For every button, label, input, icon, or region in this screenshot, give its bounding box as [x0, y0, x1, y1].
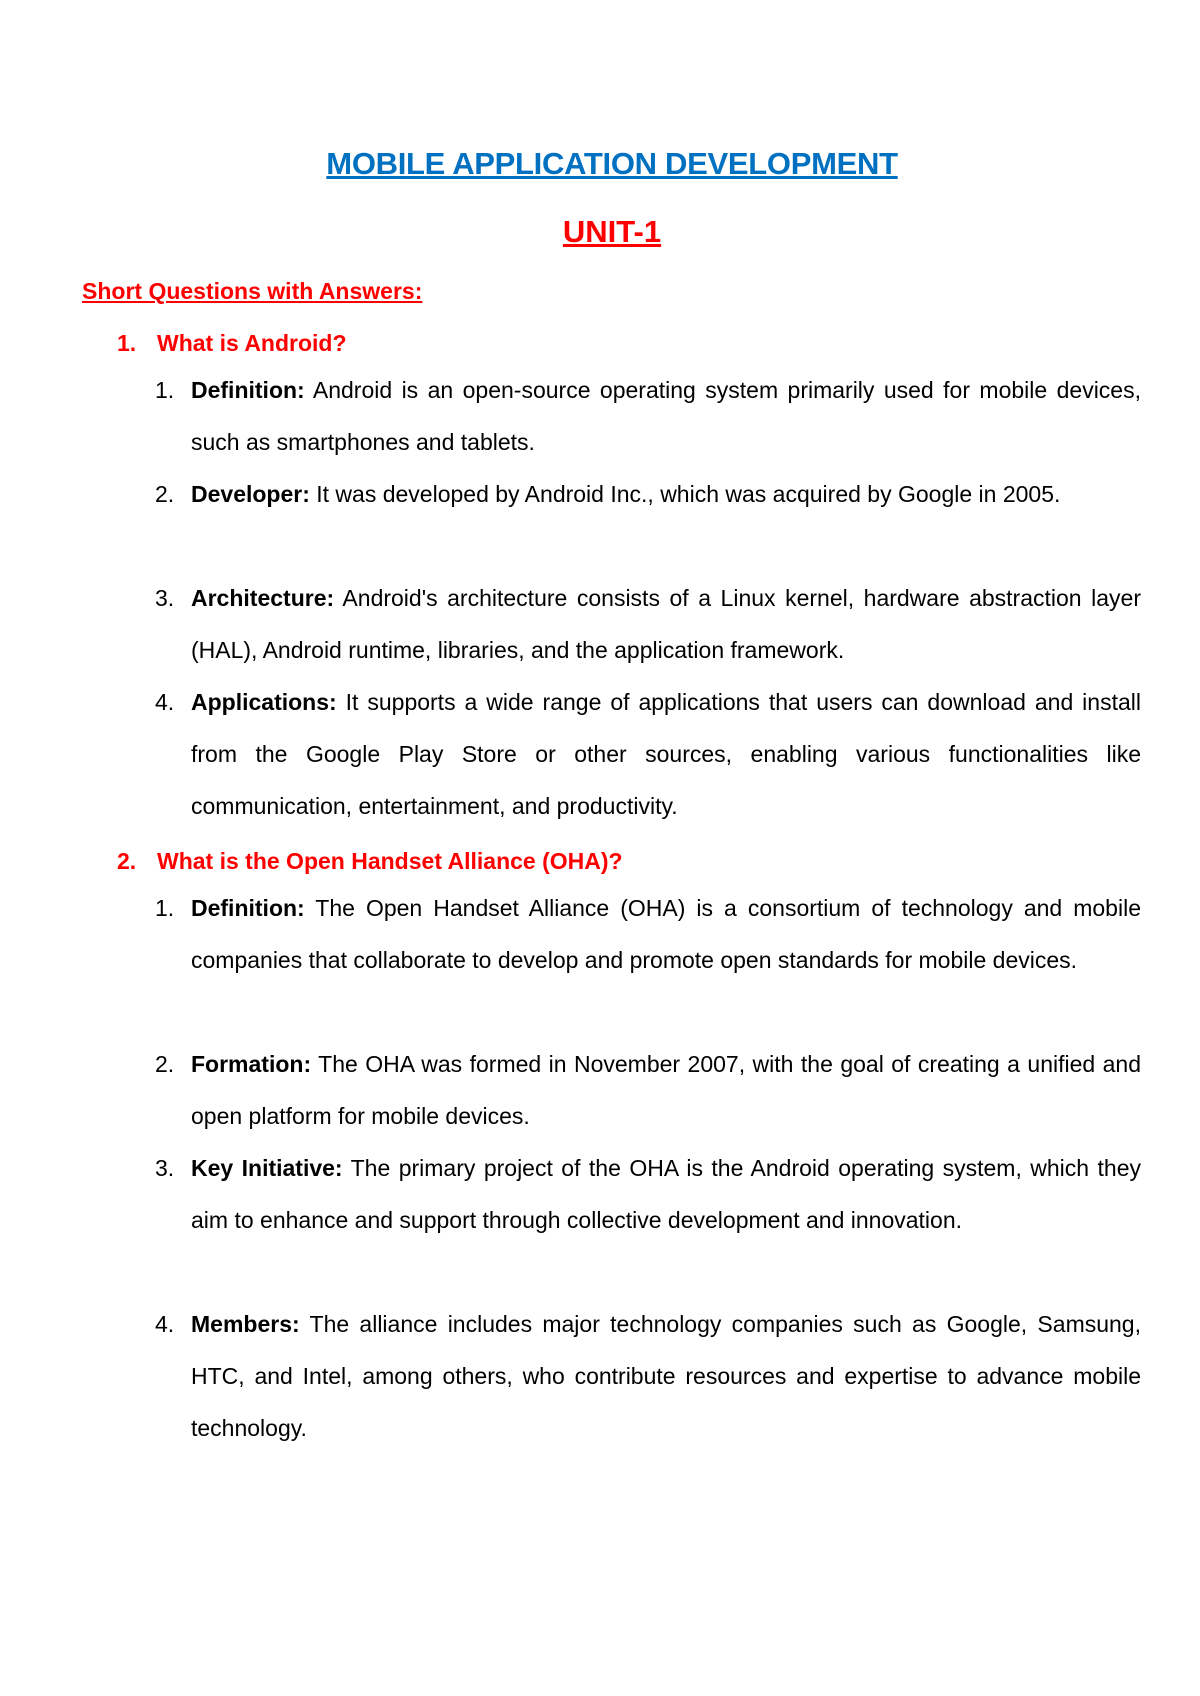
answer-text: Android's architecture consists of a Linux kernel, hardware abstraction layer (HAL), Android runtime, libraries, and the application framework. — [191, 585, 1141, 663]
answer-item — [155, 1142, 1141, 1246]
answer-label: Developer: — [191, 481, 310, 507]
question-text: What is the Open Handset Alliance (OHA)? — [157, 848, 623, 874]
unit-title: UNIT-1 — [562, 214, 662, 249]
answer-item — [155, 364, 1141, 468]
answer-label: Applications: — [191, 689, 337, 715]
answer-number: 1. — [155, 377, 175, 403]
answer-text: The OHA was formed in November 2007, with the goal of creating a unified and open platform for mobile devices. — [191, 1051, 1141, 1129]
question-number: 1. — [117, 330, 137, 356]
answer-number: 3. — [155, 1155, 175, 1181]
answer-label: Architecture: — [191, 585, 335, 611]
answer-text: The alliance includes major technology companies such as Google, Samsung, HTC, and Intel, among others, who contribute resources and expertise to advance mobile technology. — [191, 1311, 1141, 1441]
section-heading: Short Questions with Answers: — [82, 278, 423, 304]
answer-number: 4. — [155, 1311, 175, 1337]
answer-item — [155, 1298, 1141, 1454]
answer-number: 2. — [155, 1051, 175, 1077]
question-2 — [117, 848, 623, 875]
answer-item — [155, 468, 1141, 520]
answer-number: 2. — [155, 481, 175, 507]
answer-text: Android is an open-source operating system primarily used for mobile devices, such as smartphones and tablets. — [191, 377, 1141, 455]
answer-number: 1. — [155, 895, 175, 921]
answer-item — [155, 572, 1141, 676]
answer-text: The Open Handset Alliance (OHA) is a consortium of technology and mobile companies that collaborate to develop and promote open standards for mobile devices. — [191, 895, 1141, 973]
answer-number: 4. — [155, 689, 175, 715]
answer-item — [155, 1038, 1141, 1142]
answer-text: It supports a wide range of applications that users can download and install from the Google Play Store or other sources, enabling various functionalities like communication, entertainment, and productivity. — [191, 689, 1141, 819]
answer-label: Members: — [191, 1311, 300, 1337]
document-title: MOBILE APPLICATION DEVELOPMENT — [326, 146, 898, 181]
answer-label: Definition: — [191, 895, 305, 921]
question-text: What is Android? — [157, 330, 347, 356]
answer-label: Key Initiative: — [191, 1155, 343, 1181]
answer-label: Formation: — [191, 1051, 312, 1077]
answer-item — [155, 676, 1141, 832]
question-1 — [117, 330, 347, 357]
answer-number: 3. — [155, 585, 175, 611]
answer-label: Definition: — [191, 377, 305, 403]
question-number: 2. — [117, 848, 137, 874]
answer-text: The primary project of the OHA is the Android operating system, which they aim to enhance and support through collective development and innovation. — [191, 1155, 1142, 1233]
answer-text: It was developed by Android Inc., which was acquired by Google in 2005. — [309, 481, 1061, 507]
answer-item — [155, 882, 1141, 986]
